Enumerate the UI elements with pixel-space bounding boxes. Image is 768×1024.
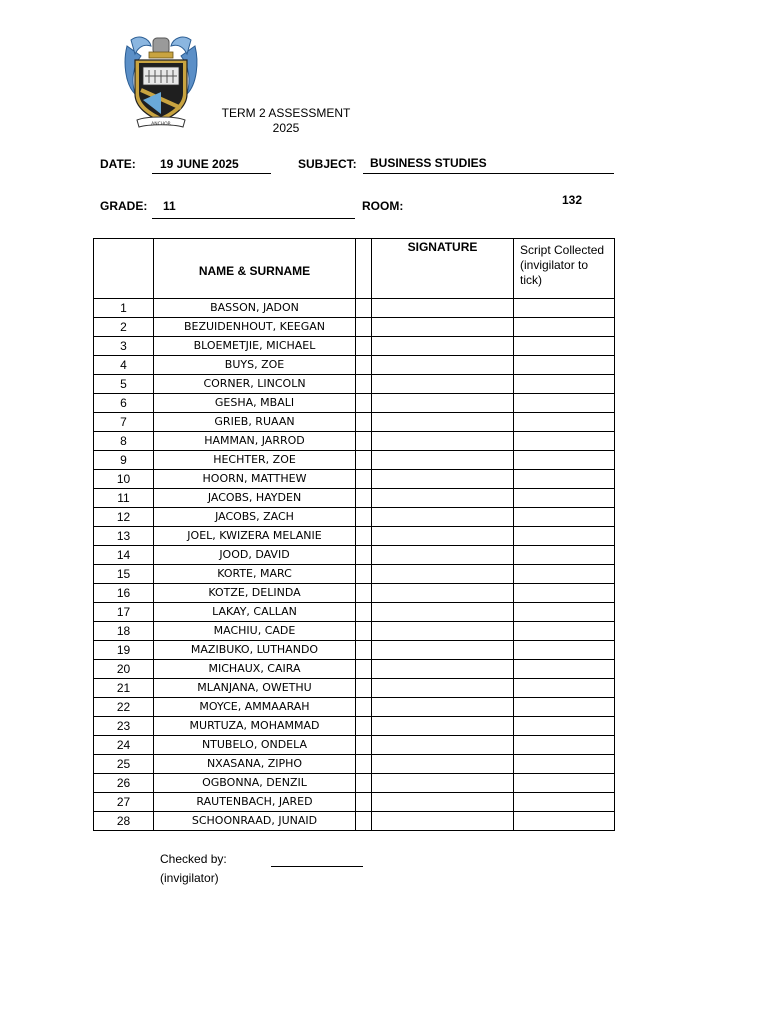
table-row (94, 736, 615, 755)
student-name: MURTUZA, MOHAMMAD (154, 717, 356, 736)
script-collected-cell (514, 546, 615, 565)
table-row (94, 565, 615, 584)
signature-cell (372, 603, 514, 622)
row-number: 11 (94, 489, 154, 508)
row-number: 28 (94, 812, 154, 831)
row-number: 9 (94, 451, 154, 470)
spacer-cell (356, 413, 372, 432)
spacer-cell (356, 698, 372, 717)
student-name: BUYS, ZOE (154, 356, 356, 375)
header-name-surname: NAME & SURNAME (154, 239, 356, 299)
spacer-cell (356, 337, 372, 356)
table-row (94, 603, 615, 622)
document-title (200, 106, 372, 136)
grade-value: 11 (163, 199, 176, 213)
spacer-cell (356, 489, 372, 508)
student-name: HECHTER, ZOE (154, 451, 356, 470)
header-signature: SIGNATURE (372, 239, 514, 299)
row-number: 2 (94, 318, 154, 337)
spacer-cell (356, 603, 372, 622)
signature-cell (372, 812, 514, 831)
script-collected-cell (514, 413, 615, 432)
spacer-cell (356, 641, 372, 660)
table-row (94, 698, 615, 717)
signature-cell (372, 622, 514, 641)
row-number: 4 (94, 356, 154, 375)
signature-cell (372, 318, 514, 337)
table-row (94, 641, 615, 660)
table-row (94, 413, 615, 432)
checked-by-signature-line (271, 866, 363, 867)
title-line-1: TERM 2 ASSESSMENT (221, 106, 351, 120)
signature-cell (372, 774, 514, 793)
table-row (94, 527, 615, 546)
script-collected-cell (514, 660, 615, 679)
signature-cell (372, 508, 514, 527)
table-row (94, 774, 615, 793)
script-collected-cell (514, 622, 615, 641)
spacer-cell (356, 394, 372, 413)
script-collected-cell (514, 375, 615, 394)
signature-cell (372, 489, 514, 508)
table-row (94, 318, 615, 337)
table-row (94, 394, 615, 413)
table-row (94, 451, 615, 470)
table-row (94, 717, 615, 736)
checked-by-label: Checked by: (160, 852, 227, 866)
header-number-cell (94, 239, 154, 299)
row-number: 5 (94, 375, 154, 394)
script-collected-cell (514, 432, 615, 451)
script-collected-cell (514, 337, 615, 356)
signature-cell (372, 641, 514, 660)
spacer-cell (356, 299, 372, 318)
spacer-cell (356, 565, 372, 584)
script-collected-cell (514, 698, 615, 717)
title-line-2: 2025 (272, 121, 300, 135)
school-crest-logo (121, 32, 201, 130)
signature-cell (372, 660, 514, 679)
student-name: SCHOONRAAD, JUNAID (154, 812, 356, 831)
signature-cell (372, 470, 514, 489)
table-row (94, 508, 615, 527)
student-name: RAUTENBACH, JARED (154, 793, 356, 812)
script-collected-cell (514, 793, 615, 812)
script-collected-cell (514, 812, 615, 831)
row-number: 12 (94, 508, 154, 527)
signature-cell (372, 755, 514, 774)
spacer-cell (356, 508, 372, 527)
script-collected-cell (514, 584, 615, 603)
header-spacer-cell (356, 239, 372, 299)
table-row (94, 755, 615, 774)
signature-cell (372, 394, 514, 413)
row-number: 20 (94, 660, 154, 679)
row-number: 17 (94, 603, 154, 622)
student-name: OGBONNA, DENZIL (154, 774, 356, 793)
student-name: JACOBS, ZACH (154, 508, 356, 527)
spacer-cell (356, 546, 372, 565)
student-name: MACHIU, CADE (154, 622, 356, 641)
student-name: MOYCE, AMMAARAH (154, 698, 356, 717)
spacer-cell (356, 318, 372, 337)
table-row (94, 375, 615, 394)
table-row (94, 793, 615, 812)
student-name: LAKAY, CALLAN (154, 603, 356, 622)
script-collected-cell (514, 736, 615, 755)
row-number: 6 (94, 394, 154, 413)
row-number: 21 (94, 679, 154, 698)
signature-cell (372, 736, 514, 755)
spacer-cell (356, 679, 372, 698)
signature-cell (372, 698, 514, 717)
subject-label: SUBJECT: (298, 157, 357, 171)
attendance-register-table (93, 238, 615, 831)
table-row (94, 679, 615, 698)
row-number: 13 (94, 527, 154, 546)
script-collected-cell (514, 318, 615, 337)
script-collected-cell (514, 451, 615, 470)
script-collected-cell (514, 527, 615, 546)
table-row (94, 622, 615, 641)
date-label: DATE: (100, 157, 136, 171)
table-row (94, 584, 615, 603)
student-name: NXASANA, ZIPHO (154, 755, 356, 774)
signature-cell (372, 717, 514, 736)
spacer-cell (356, 470, 372, 489)
script-collected-cell (514, 470, 615, 489)
spacer-cell (356, 755, 372, 774)
row-number: 23 (94, 717, 154, 736)
invigilator-label: (invigilator) (160, 871, 219, 885)
row-number: 27 (94, 793, 154, 812)
signature-cell (372, 565, 514, 584)
spacer-cell (356, 375, 372, 394)
script-collected-cell (514, 299, 615, 318)
script-collected-cell (514, 603, 615, 622)
student-name: JOEL, KWIZERA MELANIE (154, 527, 356, 546)
student-name: CORNER, LINCOLN (154, 375, 356, 394)
student-name: KORTE, MARC (154, 565, 356, 584)
script-collected-cell (514, 489, 615, 508)
script-collected-cell (514, 679, 615, 698)
table-row (94, 489, 615, 508)
signature-cell (372, 413, 514, 432)
student-name: HAMMAN, JARROD (154, 432, 356, 451)
grade-label: GRADE: (100, 199, 148, 213)
signature-cell (372, 451, 514, 470)
signature-cell (372, 527, 514, 546)
student-name: BASSON, JADON (154, 299, 356, 318)
signature-cell (372, 793, 514, 812)
signature-cell (372, 679, 514, 698)
row-number: 10 (94, 470, 154, 489)
date-underline (152, 173, 271, 174)
signature-cell (372, 356, 514, 375)
row-number: 19 (94, 641, 154, 660)
student-name: JOOD, DAVID (154, 546, 356, 565)
script-collected-cell (514, 394, 615, 413)
spacer-cell (356, 584, 372, 603)
row-number: 24 (94, 736, 154, 755)
script-collected-cell (514, 356, 615, 375)
signature-cell (372, 584, 514, 603)
signature-cell (372, 432, 514, 451)
crest-motto: ANCHOR (151, 122, 171, 127)
student-name: GRIEB, RUAAN (154, 413, 356, 432)
row-number: 3 (94, 337, 154, 356)
script-collected-cell (514, 717, 615, 736)
spacer-cell (356, 774, 372, 793)
grade-underline (152, 218, 355, 219)
table-row (94, 470, 615, 489)
spacer-cell (356, 812, 372, 831)
spacer-cell (356, 793, 372, 812)
subject-underline (363, 173, 614, 174)
script-collected-cell (514, 565, 615, 584)
row-number: 22 (94, 698, 154, 717)
header-script-collected: Script Collected (invigilator to tick) (514, 239, 615, 299)
row-number: 8 (94, 432, 154, 451)
row-number: 15 (94, 565, 154, 584)
spacer-cell (356, 356, 372, 375)
signature-cell (372, 299, 514, 318)
row-number: 18 (94, 622, 154, 641)
student-name: BEZUIDENHOUT, KEEGAN (154, 318, 356, 337)
script-collected-cell (514, 774, 615, 793)
script-collected-cell (514, 508, 615, 527)
row-number: 7 (94, 413, 154, 432)
student-name: KOTZE, DELINDA (154, 584, 356, 603)
room-value: 132 (562, 193, 583, 207)
spacer-cell (356, 451, 372, 470)
table-row (94, 546, 615, 565)
spacer-cell (356, 622, 372, 641)
subject-value: BUSINESS STUDIES (370, 156, 487, 170)
table-row (94, 299, 615, 318)
signature-cell (372, 337, 514, 356)
script-collected-cell (514, 755, 615, 774)
table-row (94, 337, 615, 356)
spacer-cell (356, 736, 372, 755)
signature-cell (372, 546, 514, 565)
spacer-cell (356, 717, 372, 736)
spacer-cell (356, 527, 372, 546)
row-number: 16 (94, 584, 154, 603)
student-name: HOORN, MATTHEW (154, 470, 356, 489)
student-name: NTUBELO, ONDELA (154, 736, 356, 755)
spacer-cell (356, 660, 372, 679)
checked-by-block (160, 850, 227, 888)
room-label: ROOM: (362, 199, 404, 213)
script-collected-cell (514, 641, 615, 660)
row-number: 14 (94, 546, 154, 565)
table-header-row (94, 239, 615, 299)
student-name: BLOEMETJIE, MICHAEL (154, 337, 356, 356)
row-number: 25 (94, 755, 154, 774)
table-row (94, 660, 615, 679)
student-name: MLANJANA, OWETHU (154, 679, 356, 698)
spacer-cell (356, 432, 372, 451)
row-number: 26 (94, 774, 154, 793)
signature-cell (372, 375, 514, 394)
student-name: JACOBS, HAYDEN (154, 489, 356, 508)
table-row (94, 356, 615, 375)
student-name: GESHA, MBALI (154, 394, 356, 413)
date-value: 19 JUNE 2025 (160, 157, 239, 171)
table-row (94, 812, 615, 831)
row-number: 1 (94, 299, 154, 318)
student-name: MICHAUX, CAIRA (154, 660, 356, 679)
student-name: MAZIBUKO, LUTHANDO (154, 641, 356, 660)
table-row (94, 432, 615, 451)
